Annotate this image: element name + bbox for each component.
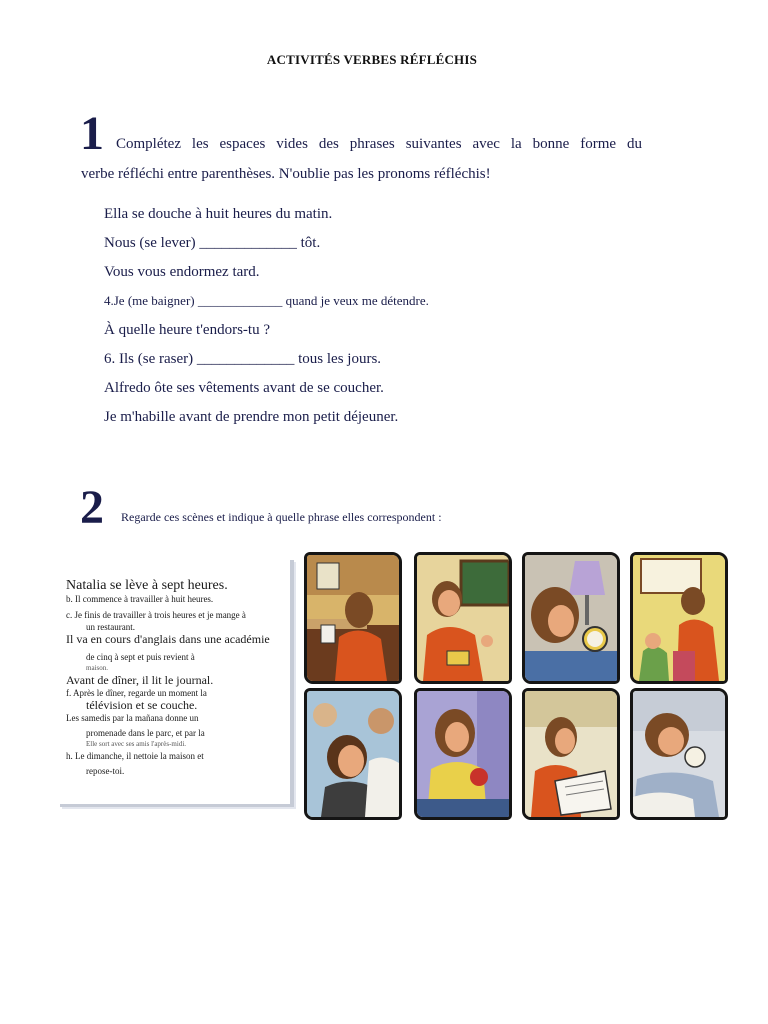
sentence-1: Ella se douche à huit heures du matin.: [104, 206, 333, 222]
sentence-7: Alfredo ôte ses vêtements avant de se coucher.: [104, 380, 384, 396]
book-line: un restaurant.: [86, 622, 135, 632]
sentence-4: 4.Je (me baigner) _____________ quand je veux me détendre.: [104, 293, 429, 308]
woman-reading-newspaper-scene: [522, 688, 620, 820]
book-line: Avant de dîner, il lit le journal.: [66, 673, 214, 687]
book-line: Les samedis par la mañana donne un: [66, 713, 199, 723]
book-line: Il va en cours d'anglais dans une académie: [66, 632, 270, 646]
sentence-5: À quelle heure t'endors-tu ?: [104, 322, 270, 338]
book-line: b. Il commence à travailler à huit heures.: [66, 594, 214, 604]
book-line: télévision et se couche.: [86, 698, 198, 712]
book-line: maison.: [86, 664, 108, 672]
teacher-at-blackboard-scene: [414, 552, 512, 684]
woman-cooking-scene: [630, 552, 728, 684]
exercise-2-instruction: Regarde ces scènes et indique à quelle phrase elles correspondent :: [121, 510, 442, 524]
exercise-1-sentence-list: [104, 204, 429, 436]
book-page-image: [60, 560, 294, 807]
friends-laughing-scene: [304, 688, 402, 820]
book-line: promenade dans le parc, et par la: [86, 728, 205, 738]
exercise-1-instruction-line2: verbe réfléchi entre parenthèses. N'oublie pas les pronoms réfléchis!: [81, 166, 491, 182]
sentence-6: 6. Ils (se raser) _____________ tous les jours.: [104, 351, 382, 367]
woman-at-desk-scene: [304, 552, 402, 684]
sentence-2: Nous (se lever) _____________ tôt.: [104, 235, 321, 251]
sentence-3: Vous vous endormez tard.: [104, 264, 260, 280]
woman-with-apple-scene: [414, 688, 512, 820]
book-line: repose-toi.: [86, 766, 125, 776]
book-page-text: [66, 578, 288, 777]
book-line: h. Le dimanche, il nettoie la maison et: [66, 751, 204, 761]
woman-waking-alarm-clock-scene: [522, 552, 620, 684]
exercise-1-number: 1: [80, 107, 104, 160]
book-line: Elle sort avec ses amis l'après-midi.: [86, 740, 187, 748]
book-line: f. Après le dîner, regarde un moment la: [66, 688, 207, 698]
woman-sleeping-scene: [630, 688, 728, 820]
book-line: de cinq à sept et puis revient à: [86, 652, 195, 662]
document-title: ACTIVITÉS VERBES RÉFLÉCHIS: [266, 52, 478, 67]
sentence-8: Je m'habille avant de prendre mon petit déjeuner.: [104, 409, 399, 425]
exercise-2-number: 2: [80, 481, 104, 534]
book-line: Natalia se lève à sept heures.: [66, 578, 228, 593]
book-line: c. Je finis de travailler à trois heures et je mange à: [66, 610, 246, 620]
exercise-1-instruction-line1: Complétez les espaces vides des phrases suivantes avec la bonne forme du: [116, 136, 642, 152]
